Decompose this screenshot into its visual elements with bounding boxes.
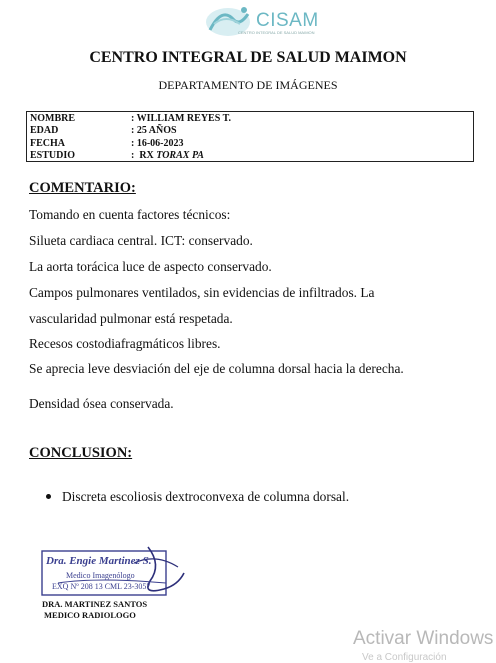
activation-watermark: Activar Windows: [353, 628, 494, 649]
info-value-edad: : 25 AÑOS: [131, 125, 177, 137]
stamp-role: Medico Imagenólogo: [66, 571, 135, 580]
logo-subtitle: CENTRO INTEGRAL DE SALUD MAIMON: [238, 30, 315, 35]
comentario-heading: COMENTARIO:: [29, 180, 136, 196]
comentario-line: Recesos costodiafragmáticos libres.: [29, 336, 221, 351]
patient-info-row: [30, 113, 473, 125]
comentario-line: Densidad ósea conservada.: [29, 396, 174, 411]
info-value-nombre: : WILLIAM REYES T.: [131, 113, 232, 124]
conclusion-heading: CONCLUSION:: [29, 445, 133, 461]
signature-name: DRA. MARTINEZ SANTOS: [42, 599, 148, 609]
comentario-line: Se aprecia leve desviación del eje de columna dorsal hacia la derecha.: [29, 361, 404, 376]
info-value-estudio-prefix: : RX: [131, 150, 157, 162]
info-value-estudio: [131, 150, 204, 162]
patient-info-row: [30, 150, 473, 162]
activation-watermark-sub: Ve a Configuración: [362, 652, 447, 663]
comentario-line: La aorta torácica luce de aspecto conservado.: [29, 259, 272, 274]
bullet-icon: [46, 494, 51, 499]
document-title: CENTRO INTEGRAL DE SALUD MAIMON: [89, 49, 407, 66]
info-label-estudio: ESTUDIO: [30, 150, 76, 162]
comentario-line: vascularidad pulmonar está respetada.: [29, 311, 233, 326]
info-label-fecha: FECHA: [30, 137, 65, 149]
info-label-edad: EDAD: [30, 125, 59, 137]
info-label-nombre: NOMBRE: [30, 113, 75, 124]
logo-name: CISAM: [256, 10, 319, 31]
conclusion-bullet: Discreta escoliosis dextroconvexa de columna dorsal.: [62, 489, 350, 504]
patient-info-row: [30, 125, 473, 137]
info-value-estudio-italic: TORAX PA: [156, 150, 204, 162]
comentario-line: Tomando en cuenta factores técnicos:: [29, 207, 231, 222]
patient-info-box: [26, 111, 474, 162]
department-name: DEPARTAMENTO DE IMÁGENES: [158, 78, 338, 92]
signature-role: MEDICO RADIOLOGO: [44, 610, 136, 620]
comentario-line: Campos pulmonares ventilados, sin evidencias de infiltrados. La: [29, 285, 375, 300]
comentario-line: Silueta cardiaca central. ICT: conservado.: [29, 233, 253, 248]
info-value-fecha: : 16-06-2023: [131, 137, 184, 149]
stamp-name: Dra. Engie Martinez S.: [46, 555, 152, 567]
stamp-exq: EXQ Nº 208 13 CML 23-3057: [52, 582, 151, 591]
patient-info-row: [30, 138, 473, 150]
